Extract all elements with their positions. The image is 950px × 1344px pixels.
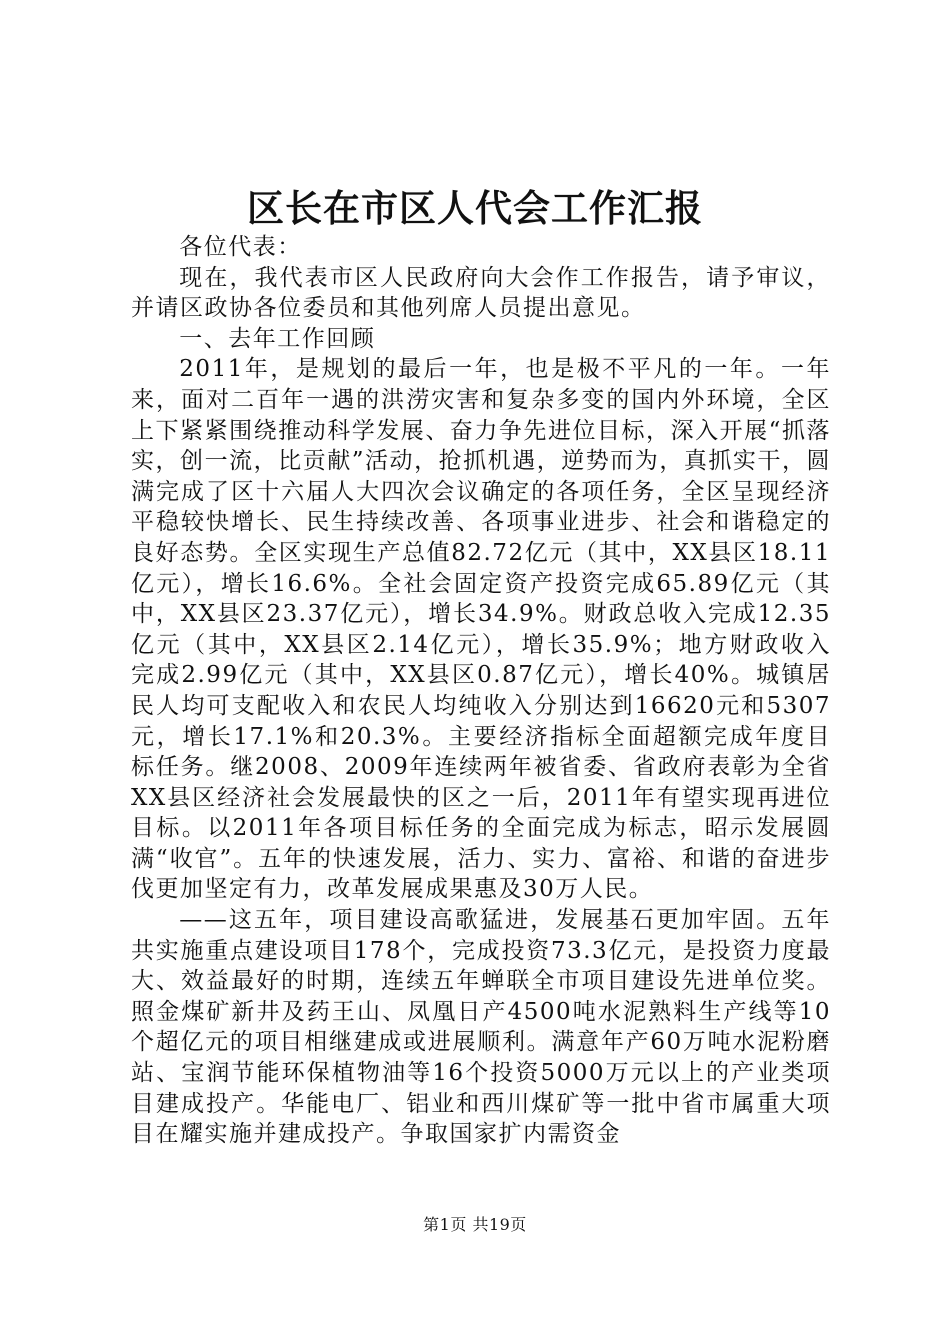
intro-paragraph: 现在，我代表市区人民政府向大会作工作报告，请予审议，并请区政协各位委员和其他列席人员提出意见。 <box>131 264 831 322</box>
section-heading: 一、去年工作回顾 <box>179 325 376 352</box>
review-paragraph: 2011年，是规划的最后一年，也是极不平凡的一年。一年来，面对二百年一遇的洪涝灾害和复杂多变的国内外环境，全区上下紧紧围绕推动科学发展、奋力争先进位目标，深入开展“抓落实，创一流，比贡献”活动，抢抓机遇，逆势而为，真抓实干，圆满完成了区十六届人大四次会议确定的各项任务，全区呈现经济平稳较快增长、民生持续改善、各项事业进步、社会和谐稳定的良好态势。全区实现生产总值82.72亿元（其中，XX县区18.11亿元），增长16.6%。全社会固定资产投资完成65.89亿元（其中，XX县区23.37亿元），增长34.9%。财政总收入完成12.35亿元（其中，XX县区2.14亿元），增长35.9%；地方财政收入完成2.99亿元（其中，XX县区0.87亿元），增长40%。城镇居民人均可支配收入和农民人均纯收入分别达到16620元和5307元，增长17.1%和20.3%。主要经济指标全面超额完成年度目标任务。继2008、2009年连续两年被省委、省政府表彰为全省XX县区经济社会发展最快的区之一后，2011年有望实现再进位目标。以2011年各项目标任务的全面完成为标志，昭示发展圆满“收官”。五年的快速发展，活力、实力、富裕、和谐的奋进步伐更加坚定有力，改革发展成果惠及30万人民。 <box>131 356 831 903</box>
projects-paragraph: ——这五年，项目建设高歌猛进，发展基石更加牢固。五年共实施重点建设项目178个，完成投资73.3亿元，是投资力度最大、效益最好的时期，连续五年蝉联全市项目建设先进单位奖。照金煤矿新井及药王山、凤凰日产4500吨水泥熟料生产线等10个超亿元的项目相继建成或进展顺利。满意年产60万吨水泥粉磨站、宝润节能环保植物油等16个投资5000万元以上的产业类项目建成投产。华能电厂、铝业和西川煤矿等一批中省市属重大项目在耀实施并建成投产。争取国家扩内需资金 <box>131 907 831 1148</box>
salutation-paragraph: 各位代表： <box>179 234 302 260</box>
document-title: 区长在市区人代会工作汇报 <box>247 186 703 230</box>
page-footer: 第1页 共19页 <box>423 1215 527 1234</box>
document-body <box>131 232 831 1150</box>
